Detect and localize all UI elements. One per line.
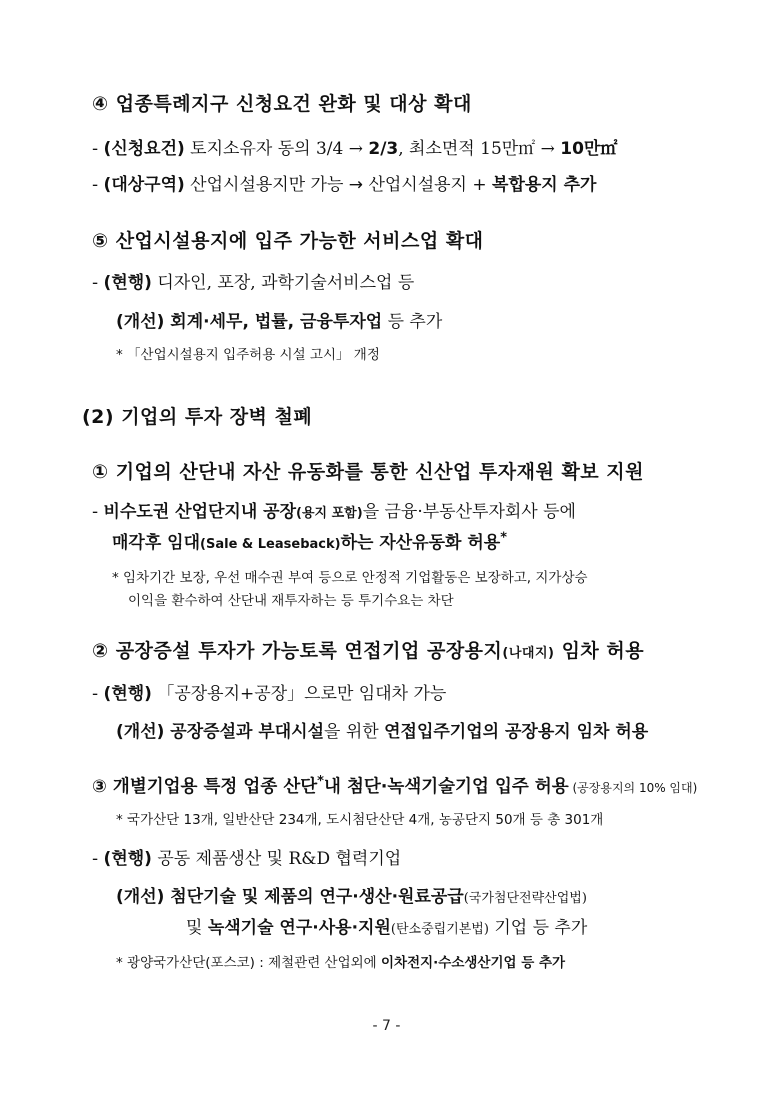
heading-text: ② 공장증설 투자가 가능토록 연접기업 공장용지 xyxy=(92,640,503,662)
label: (개선) xyxy=(116,312,165,332)
label: (개선) xyxy=(116,722,165,742)
bullet-dash: - xyxy=(92,684,104,704)
value: 녹색기술 연구·사용·지원 xyxy=(207,918,391,938)
footnote-mark: * xyxy=(500,530,508,546)
bullet-dash: - xyxy=(92,849,104,869)
value: 첨단기술 및 제품의 연구·생산·원료공급 xyxy=(164,887,464,907)
text: 디자인, 포장, 과학기술서비스업 등 xyxy=(151,273,415,293)
text: , 최소면적 15만㎡ → xyxy=(398,139,561,159)
note: * 「산업시설용지 입주허용 시설 고시」 개정 xyxy=(116,347,380,363)
small: (탄소중립기본법) xyxy=(390,922,489,937)
text: 기업 등 추가 xyxy=(488,918,588,938)
label: (현행) xyxy=(103,684,152,704)
heading-small: (공장용지의 10% 임대) xyxy=(568,781,698,795)
bullet-current xyxy=(92,679,446,704)
value-consent: 2/3 xyxy=(368,139,399,159)
label: (현행) xyxy=(103,273,152,293)
text: * 광양국가산단(포스코) : 제철관련 산업외에 xyxy=(116,955,381,971)
text: 및 xyxy=(186,918,208,938)
heading-small: (나대지) xyxy=(502,646,555,661)
label: (신청요건) xyxy=(103,139,185,159)
bullet-dash: - xyxy=(92,139,104,159)
heading-tail: 임차 허용 xyxy=(554,640,645,662)
footnote-mark: * xyxy=(317,774,324,790)
bullet-current xyxy=(92,268,414,293)
heading-1: ① 기업의 산단내 자산 유동화를 통한 신산업 투자재원 확보 지원 xyxy=(92,461,644,483)
value: 공장증설과 부대시설 xyxy=(164,722,325,742)
small: (국가첨단전략산업법) xyxy=(463,891,587,906)
value: 이차전지·수소생산기업 등 추가 xyxy=(381,955,566,971)
small: (용지 포함) xyxy=(296,506,363,521)
bullet-dash: - xyxy=(92,175,104,195)
bullet-dash: - xyxy=(92,273,104,293)
heading-4: ④ 업종특례지구 신청요건 완화 및 대상 확대 xyxy=(92,93,472,115)
heading-text: ③ 개별기업용 특정 업종 산단 xyxy=(92,777,318,797)
value: 회계·세무, 법률, 금융투자업 xyxy=(164,312,383,332)
bullet-improvement xyxy=(116,882,587,907)
text: 등 추가 xyxy=(382,312,443,332)
value: 복합용지 추가 xyxy=(492,175,597,195)
note: * 국가산단 13개, 일반산단 234개, 도시첨단산단 4개, 농공단지 50개 등 총 301개 xyxy=(116,812,604,828)
note-2 xyxy=(116,951,565,971)
value: 하는 자산유동화 허용 xyxy=(340,533,501,553)
bullet-application-requirements xyxy=(92,134,617,159)
heading-5: ⑤ 산업시설용지에 입주 가능한 서비스업 확대 xyxy=(92,230,484,252)
text: 을 위한 xyxy=(324,722,385,742)
label: (개선) xyxy=(116,887,165,907)
heading-tail: 내 첨단·녹색기술기업 입주 허용 xyxy=(323,777,569,797)
text: 을 금융·부동산투자회사 등에 xyxy=(362,502,576,522)
value: 연접입주기업의 공장용지 임차 허용 xyxy=(384,722,649,742)
text: 공동 제품생산 및 R&D 협력기업 xyxy=(151,849,402,869)
value-area: 10만㎡ xyxy=(560,139,618,159)
small: (Sale & Leaseback) xyxy=(200,537,341,552)
text: 산업시설용지만 가능 → 산업시설용지 + xyxy=(184,175,493,195)
bullet-dash: - xyxy=(92,502,104,522)
label: (현행) xyxy=(103,849,152,869)
bullet-target-zone xyxy=(92,170,596,195)
label: (대상구역) xyxy=(103,175,185,195)
bullet-improvement xyxy=(116,717,648,742)
value: 비수도권 산업단지내 공장 xyxy=(103,502,297,522)
note-line-2: 이익을 환수하여 산단내 재투자하는 등 투기수요는 차단 xyxy=(128,593,454,609)
bullet-current xyxy=(92,844,401,869)
text: 「공장용지+공장」으로만 임대차 가능 xyxy=(151,684,447,704)
bullet-asset-liquidation-cont xyxy=(112,528,507,553)
bullet-improvement-cont xyxy=(186,913,587,938)
section-2-heading: (2) 기업의 투자 장벽 철폐 xyxy=(82,406,313,428)
bullet-asset-liquidation xyxy=(92,497,576,522)
heading-2 xyxy=(92,636,644,663)
page-number: - 7 - xyxy=(372,1018,401,1034)
bullet-improvement xyxy=(116,307,442,332)
text: 토지소유자 동의 3/4 → xyxy=(184,139,369,159)
heading-3 xyxy=(92,773,697,798)
note-line-1: * 임차기간 보장, 우선 매수권 부여 등으로 안정적 기업활동은 보장하고, 지가상승 xyxy=(112,570,588,586)
value: 매각후 임대 xyxy=(112,533,201,553)
